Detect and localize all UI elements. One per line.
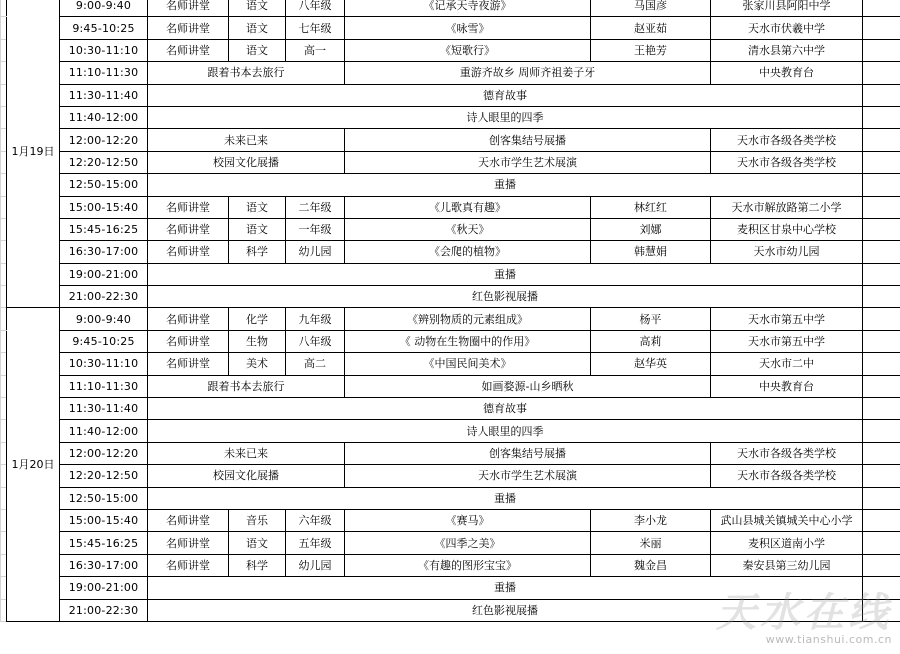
schedule-row [1, 241, 900, 263]
teacher-cell: 韩慧娟 [591, 241, 711, 263]
schedule-row [1, 420, 900, 442]
trailing-cell [863, 241, 900, 263]
schedule-row [1, 151, 900, 173]
time-cell: 11:10-11:30 [60, 62, 148, 84]
row-gutter [1, 599, 7, 621]
time-cell: 12:20-12:50 [60, 465, 148, 487]
trailing-cell [863, 330, 900, 352]
program-span-cell: 重播 [148, 174, 863, 196]
time-cell: 11:40-12:00 [60, 106, 148, 128]
time-cell: 21:00-22:30 [60, 286, 148, 308]
grade-cell: 二年级 [286, 196, 345, 218]
schedule-row [1, 218, 900, 240]
schedule-row [1, 84, 900, 106]
trailing-cell [863, 554, 900, 576]
row-gutter [1, 17, 7, 39]
time-cell: 16:30-17:00 [60, 241, 148, 263]
schedule-row [1, 39, 900, 61]
program-span-cell: 重播 [148, 577, 863, 599]
row-gutter [1, 39, 7, 61]
program-span-cell: 诗人眼里的四季 [148, 106, 863, 128]
teacher-cell: 李小龙 [591, 509, 711, 531]
subject-cell: 语文 [229, 0, 286, 17]
time-cell: 11:30-11:40 [60, 398, 148, 420]
trailing-cell [863, 17, 900, 39]
time-cell: 16:30-17:00 [60, 554, 148, 576]
program-cell: 名师讲堂 [148, 532, 229, 554]
row-gutter [1, 420, 7, 442]
lesson-title-cell: 《短歌行》 [345, 39, 591, 61]
trailing-cell [863, 442, 900, 464]
trailing-cell [863, 509, 900, 531]
subject-cell: 化学 [229, 308, 286, 330]
lesson-title-cell: 《四季之美》 [345, 532, 591, 554]
subject-cell: 科学 [229, 241, 286, 263]
org-cell: 天水市各级各类学校 [711, 465, 863, 487]
schedule-body [1, 0, 900, 621]
trailing-cell [863, 398, 900, 420]
program-cell: 名师讲堂 [148, 330, 229, 352]
lesson-title-cell: 《辨别物质的元素组成》 [345, 308, 591, 330]
schedule-row [1, 106, 900, 128]
school-cell: 武山县城关镇城关中心小学 [711, 509, 863, 531]
schedule-row [1, 196, 900, 218]
time-cell: 11:10-11:30 [60, 375, 148, 397]
subject-cell: 语文 [229, 532, 286, 554]
time-cell: 9:45-10:25 [60, 17, 148, 39]
row-gutter [1, 106, 7, 128]
time-cell: 15:00-15:40 [60, 509, 148, 531]
program-cell: 名师讲堂 [148, 0, 229, 17]
trailing-cell [863, 218, 900, 240]
program-span-cell: 红色影视展播 [148, 286, 863, 308]
trailing-cell [863, 196, 900, 218]
schedule-row [1, 554, 900, 576]
content-cell: 天水市学生艺术展演 [345, 465, 711, 487]
row-gutter [1, 442, 7, 464]
teacher-cell: 杨平 [591, 308, 711, 330]
schedule-row [1, 62, 900, 84]
content-cell: 天水市学生艺术展演 [345, 151, 711, 173]
grade-cell: 幼儿园 [286, 241, 345, 263]
date-cell: 1月19日 [7, 0, 60, 308]
trailing-cell [863, 151, 900, 173]
row-gutter [1, 129, 7, 151]
teacher-cell: 魏金昌 [591, 554, 711, 576]
program-cell: 名师讲堂 [148, 218, 229, 240]
schedule-row [1, 174, 900, 196]
program-span-cell: 红色影视展播 [148, 599, 863, 621]
subject-cell: 语文 [229, 17, 286, 39]
row-gutter [1, 353, 7, 375]
teacher-cell: 马国彦 [591, 0, 711, 17]
school-cell: 天水市幼儿园 [711, 241, 863, 263]
trailing-cell [863, 465, 900, 487]
trailing-cell [863, 308, 900, 330]
watermark-logo: 天水在线 [716, 589, 892, 636]
lesson-title-cell: 《 动物在生物圈中的作用》 [345, 330, 591, 352]
org-cell: 中央教育台 [711, 62, 863, 84]
trailing-cell [863, 84, 900, 106]
time-cell: 12:00-12:20 [60, 442, 148, 464]
program-span-cell: 重播 [148, 263, 863, 285]
schedule-row [1, 398, 900, 420]
grade-cell: 一年级 [286, 218, 345, 240]
lesson-title-cell: 《赛马》 [345, 509, 591, 531]
teacher-cell: 赵亚茹 [591, 17, 711, 39]
row-gutter [1, 375, 7, 397]
row-gutter [1, 554, 7, 576]
schedule-row [1, 509, 900, 531]
lesson-title-cell: 《咏雪》 [345, 17, 591, 39]
teacher-cell: 赵华英 [591, 353, 711, 375]
grade-cell: 八年级 [286, 330, 345, 352]
schedule-row [1, 308, 900, 330]
program-cell: 名师讲堂 [148, 196, 229, 218]
row-gutter [1, 286, 7, 308]
grade-cell: 高二 [286, 353, 345, 375]
school-cell: 天水市伏羲中学 [711, 17, 863, 39]
lesson-title-cell: 《会爬的植物》 [345, 241, 591, 263]
schedule-row [1, 442, 900, 464]
row-gutter [1, 263, 7, 285]
date-cell: 1月20日 [7, 308, 60, 621]
trailing-cell [863, 353, 900, 375]
trailing-cell [863, 174, 900, 196]
school-cell: 麦积区道南小学 [711, 532, 863, 554]
schedule-row [1, 375, 900, 397]
grade-cell: 七年级 [286, 17, 345, 39]
row-gutter [1, 532, 7, 554]
row-gutter [1, 509, 7, 531]
content-cell: 创客集结号展播 [345, 129, 711, 151]
time-cell: 12:50-15:00 [60, 487, 148, 509]
school-cell: 天水市解放路第二小学 [711, 196, 863, 218]
school-cell: 秦安县第三幼儿园 [711, 554, 863, 576]
program-span-cell: 德育故事 [148, 398, 863, 420]
subject-cell: 音乐 [229, 509, 286, 531]
watermark [716, 589, 892, 646]
program-span-cell: 诗人眼里的四季 [148, 420, 863, 442]
schedule-row [1, 465, 900, 487]
trailing-cell [863, 375, 900, 397]
grade-cell: 高一 [286, 39, 345, 61]
time-cell: 12:00-12:20 [60, 129, 148, 151]
grade-cell: 八年级 [286, 0, 345, 17]
row-gutter [1, 62, 7, 84]
time-cell: 15:00-15:40 [60, 196, 148, 218]
time-cell: 11:30-11:40 [60, 84, 148, 106]
grade-cell: 九年级 [286, 308, 345, 330]
time-cell: 15:45-16:25 [60, 218, 148, 240]
program-cell: 校园文化展播 [148, 465, 345, 487]
program-cell: 名师讲堂 [148, 241, 229, 263]
teacher-cell: 米丽 [591, 532, 711, 554]
school-cell: 天水市第五中学 [711, 308, 863, 330]
trailing-cell [863, 39, 900, 61]
teacher-cell: 王艳芳 [591, 39, 711, 61]
program-cell: 未来已来 [148, 442, 345, 464]
time-cell: 19:00-21:00 [60, 263, 148, 285]
trailing-cell [863, 106, 900, 128]
subject-cell: 美术 [229, 353, 286, 375]
time-cell: 11:40-12:00 [60, 420, 148, 442]
schedule-row [1, 0, 900, 17]
program-cell: 名师讲堂 [148, 353, 229, 375]
time-cell: 9:45-10:25 [60, 330, 148, 352]
lesson-title-cell: 《中国民间美术》 [345, 353, 591, 375]
subject-cell: 科学 [229, 554, 286, 576]
row-gutter [1, 487, 7, 509]
schedule-row [1, 263, 900, 285]
schedule-row [1, 487, 900, 509]
school-cell: 清水县第六中学 [711, 39, 863, 61]
schedule-row [1, 532, 900, 554]
schedule-row [1, 353, 900, 375]
school-cell: 天水市第五中学 [711, 330, 863, 352]
row-gutter [1, 330, 7, 352]
trailing-cell [863, 263, 900, 285]
subject-cell: 生物 [229, 330, 286, 352]
program-cell: 名师讲堂 [148, 308, 229, 330]
content-cell: 重游齐故乡 周师齐祖姜子牙 [345, 62, 711, 84]
row-gutter [1, 465, 7, 487]
program-cell: 名师讲堂 [148, 39, 229, 61]
program-cell: 名师讲堂 [148, 509, 229, 531]
school-cell: 张家川县阿阳中学 [711, 0, 863, 17]
time-cell: 9:00-9:40 [60, 0, 148, 17]
program-cell: 跟着书本去旅行 [148, 375, 345, 397]
school-cell: 天水市二中 [711, 353, 863, 375]
org-cell: 天水市各级各类学校 [711, 151, 863, 173]
grade-cell: 六年级 [286, 509, 345, 531]
program-cell: 名师讲堂 [148, 17, 229, 39]
row-gutter [1, 398, 7, 420]
row-gutter [1, 151, 7, 173]
trailing-cell [863, 532, 900, 554]
program-cell: 未来已来 [148, 129, 345, 151]
time-cell: 10:30-11:10 [60, 39, 148, 61]
subject-cell: 语文 [229, 196, 286, 218]
trailing-cell [863, 129, 900, 151]
program-span-cell: 重播 [148, 487, 863, 509]
org-cell: 天水市各级各类学校 [711, 442, 863, 464]
row-gutter [1, 577, 7, 599]
program-cell: 校园文化展播 [148, 151, 345, 173]
grade-cell: 五年级 [286, 532, 345, 554]
schedule-row [1, 17, 900, 39]
time-cell: 12:50-15:00 [60, 174, 148, 196]
lesson-title-cell: 《儿歌真有趣》 [345, 196, 591, 218]
content-cell: 创客集结号展播 [345, 442, 711, 464]
content-cell: 如画婺源-山乡晒秋 [345, 375, 711, 397]
trailing-cell [863, 286, 900, 308]
subject-cell: 语文 [229, 39, 286, 61]
row-gutter [1, 84, 7, 106]
time-cell: 15:45-16:25 [60, 532, 148, 554]
school-cell: 麦积区甘泉中心学校 [711, 218, 863, 240]
program-span-cell: 德育故事 [148, 84, 863, 106]
row-gutter [1, 196, 7, 218]
row-gutter [1, 218, 7, 240]
time-cell: 21:00-22:30 [60, 599, 148, 621]
schedule-row [1, 286, 900, 308]
lesson-title-cell: 《秋天》 [345, 218, 591, 240]
teacher-cell: 刘娜 [591, 218, 711, 240]
teacher-cell: 林红红 [591, 196, 711, 218]
watermark-url: www.tianshui.com.cn [765, 633, 892, 646]
trailing-cell [863, 62, 900, 84]
row-gutter [1, 241, 7, 263]
trailing-cell [863, 0, 900, 17]
lesson-title-cell: 《记承天寺夜游》 [345, 0, 591, 17]
time-cell: 19:00-21:00 [60, 577, 148, 599]
subject-cell: 语文 [229, 218, 286, 240]
lesson-title-cell: 《有趣的图形宝宝》 [345, 554, 591, 576]
time-cell: 10:30-11:10 [60, 353, 148, 375]
program-cell: 名师讲堂 [148, 554, 229, 576]
grade-cell: 幼儿园 [286, 554, 345, 576]
trailing-cell [863, 420, 900, 442]
row-gutter [1, 174, 7, 196]
org-cell: 天水市各级各类学校 [711, 129, 863, 151]
trailing-cell [863, 487, 900, 509]
program-cell: 跟着书本去旅行 [148, 62, 345, 84]
org-cell: 中央教育台 [711, 375, 863, 397]
time-cell: 9:00-9:40 [60, 308, 148, 330]
teacher-cell: 高莉 [591, 330, 711, 352]
schedule-row [1, 330, 900, 352]
time-cell: 12:20-12:50 [60, 151, 148, 173]
schedule-row [1, 129, 900, 151]
